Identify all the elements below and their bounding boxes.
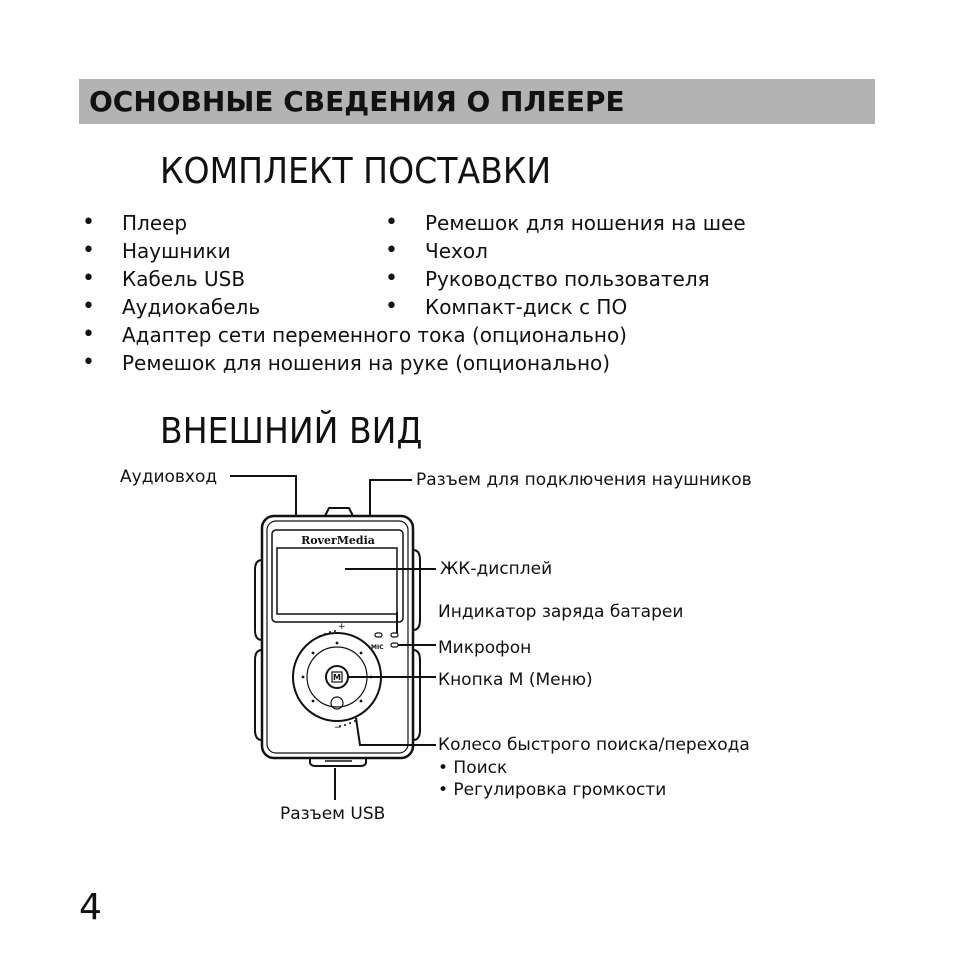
callout-mic: Микрофон <box>438 638 532 658</box>
callout-menu-button: Кнопка M (Меню) <box>438 670 593 690</box>
menu-key-label: M <box>333 673 341 682</box>
svg-text:−: − <box>334 723 342 733</box>
brand-logo: RoverMedia <box>301 534 375 547</box>
callout-battery: Индикатор заряда батареи <box>438 602 684 622</box>
list-item: • Аудиокабель <box>82 293 260 321</box>
callout-audio-in: Аудиовход <box>120 467 218 487</box>
list-item: • Руководство пользователя <box>385 265 746 293</box>
callout-lcd: ЖК-дисплей <box>440 559 553 579</box>
list-item: • Ремешок для ношения на шее <box>385 209 746 237</box>
callout-usb: Разъем USB <box>280 804 386 824</box>
lcd-screen <box>277 548 397 614</box>
callout-headphones: Разъем для подключения наушников <box>416 470 752 490</box>
svg-text:+: + <box>338 622 346 632</box>
list-item: • Чехол <box>385 237 746 265</box>
callout-wheel-sub-seek: • Поиск <box>438 758 508 778</box>
list-item: • Адаптер сети переменного тока (опционально) <box>82 321 627 349</box>
page-number: 4 <box>79 887 102 928</box>
mic-hole <box>391 643 398 647</box>
section-title: ОСНОВНЫЕ СВЕДЕНИЯ О ПЛЕЕРЕ <box>89 85 625 118</box>
list-item: • Компакт-диск с ПО <box>385 293 746 321</box>
kit-heading: КОМПЛЕКТ ПОСТАВКИ <box>160 151 552 192</box>
list-item: • Ремешок для ношения на руке (опционально) <box>82 349 627 377</box>
list-item: • Наушники <box>82 237 260 265</box>
leader-wheel <box>356 718 436 745</box>
leader-headphones <box>370 480 412 516</box>
list-item: • Кабель USB <box>82 265 260 293</box>
battery-indicator <box>375 633 382 637</box>
callout-wheel: Колесо быстрого поиска/перехода <box>438 735 750 755</box>
mic-label: MIC <box>371 644 384 651</box>
leader-audio-in <box>230 476 296 516</box>
appearance-heading: ВНЕШНИЙ ВИД <box>160 411 423 452</box>
callout-wheel-sub-volume: • Регулировка громкости <box>438 780 667 800</box>
list-item: • Плеер <box>82 209 260 237</box>
